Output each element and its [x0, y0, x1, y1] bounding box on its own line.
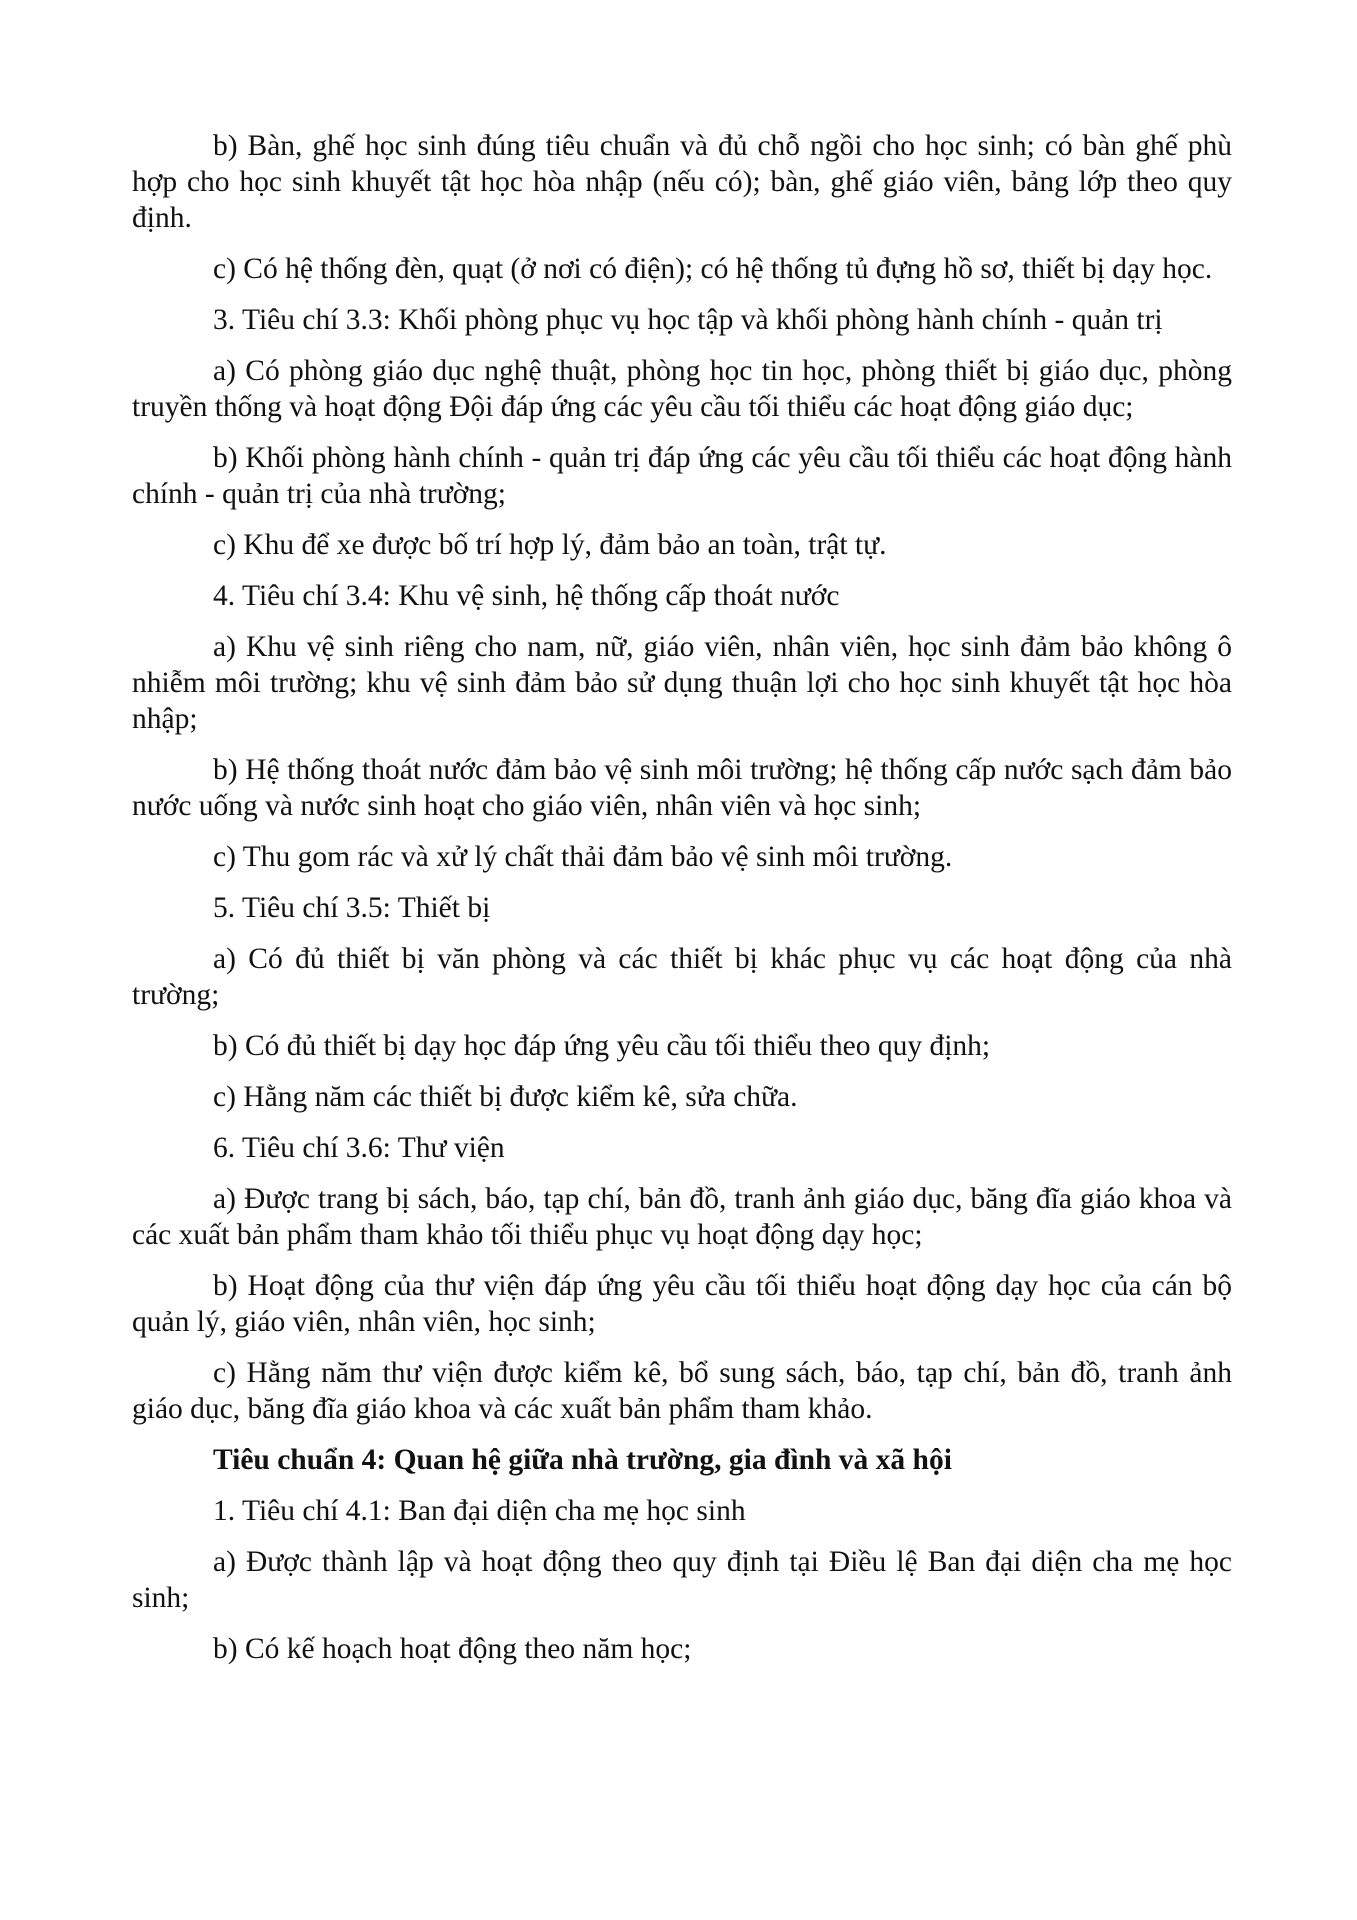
body-paragraph: 3. Tiêu chí 3.3: Khối phòng phục vụ học tập và khối phòng hành chính - quản trị	[213, 304, 1163, 336]
body-paragraph: a) Có phòng giáo dục nghệ thuật, phòng học tin học, phòng thiết bị giáo dục, phòng truyền thống và hoạt động Đội đáp ứng các yêu cầu tối thiểu các hoạt động giáo dục;	[132, 355, 1232, 423]
body-paragraph: b) Có đủ thiết bị dạy học đáp ứng yêu cầu tối thiểu theo quy định;	[213, 1030, 991, 1062]
body-paragraph: b) Có kế hoạch hoạt động theo năm học;	[213, 1633, 692, 1665]
document-body	[132, 128, 1232, 1682]
body-paragraph: b) Hoạt động của thư viện đáp ứng yêu cầu tối thiểu hoạt động dạy học của cán bộ quản lý, giáo viên, nhân viên, học sinh;	[132, 1270, 1232, 1338]
body-paragraph: b) Khối phòng hành chính - quản trị đáp ứng các yêu cầu tối thiểu các hoạt động hành chính - quản trị của nhà trường;	[132, 442, 1232, 510]
body-paragraph: b) Bàn, ghế học sinh đúng tiêu chuẩn và đủ chỗ ngồi cho học sinh; có bàn ghế phù hợp cho học sinh khuyết tật học hòa nhập (nếu có); bàn, ghế giáo viên, bảng lớp theo quy định.	[132, 130, 1232, 234]
body-paragraph: a) Được thành lập và hoạt động theo quy định tại Điều lệ Ban đại diện cha mẹ học sinh;	[132, 1546, 1232, 1614]
body-paragraph: c) Khu để xe được bố trí hợp lý, đảm bảo an toàn, trật tự.	[213, 529, 887, 561]
body-paragraph: b) Hệ thống thoát nước đảm bảo vệ sinh môi trường; hệ thống cấp nước sạch đảm bảo nước uống và nước sinh hoạt cho giáo viên, nhân viên và học sinh;	[132, 754, 1232, 822]
body-paragraph: 5. Tiêu chí 3.5: Thiết bị	[213, 892, 491, 924]
section-heading: Tiêu chuẩn 4: Quan hệ giữa nhà trường, gia đình và xã hội	[213, 1444, 952, 1476]
body-paragraph: a) Được trang bị sách, báo, tạp chí, bản đồ, tranh ảnh giáo dục, băng đĩa giáo khoa và các xuất bản phẩm tham khảo tối thiểu phục vụ hoạt động dạy học;	[132, 1183, 1232, 1251]
body-paragraph: 6. Tiêu chí 3.6: Thư viện	[213, 1132, 505, 1164]
body-paragraph: 1. Tiêu chí 4.1: Ban đại diện cha mẹ học sinh	[213, 1495, 746, 1527]
body-paragraph: c) Thu gom rác và xử lý chất thải đảm bảo vệ sinh môi trường.	[213, 841, 953, 873]
body-paragraph: c) Có hệ thống đèn, quạt (ở nơi có điện); có hệ thống tủ đựng hồ sơ, thiết bị dạy học.	[213, 253, 1213, 285]
body-paragraph: c) Hằng năm các thiết bị được kiểm kê, sửa chữa.	[213, 1081, 798, 1113]
body-paragraph: a) Có đủ thiết bị văn phòng và các thiết bị khác phục vụ các hoạt động của nhà trường;	[132, 943, 1232, 1011]
body-paragraph: a) Khu vệ sinh riêng cho nam, nữ, giáo viên, nhân viên, học sinh đảm bảo không ô nhiễm môi trường; khu vệ sinh đảm bảo sử dụng thuận lợi cho học sinh khuyết tật học hòa nhập;	[132, 631, 1232, 735]
body-paragraph: c) Hằng năm thư viện được kiểm kê, bổ sung sách, báo, tạp chí, bản đồ, tranh ảnh giáo dục, băng đĩa giáo khoa và các xuất bản phẩm tham khảo.	[132, 1357, 1232, 1425]
body-paragraph: 4. Tiêu chí 3.4: Khu vệ sinh, hệ thống cấp thoát nước	[213, 580, 840, 612]
